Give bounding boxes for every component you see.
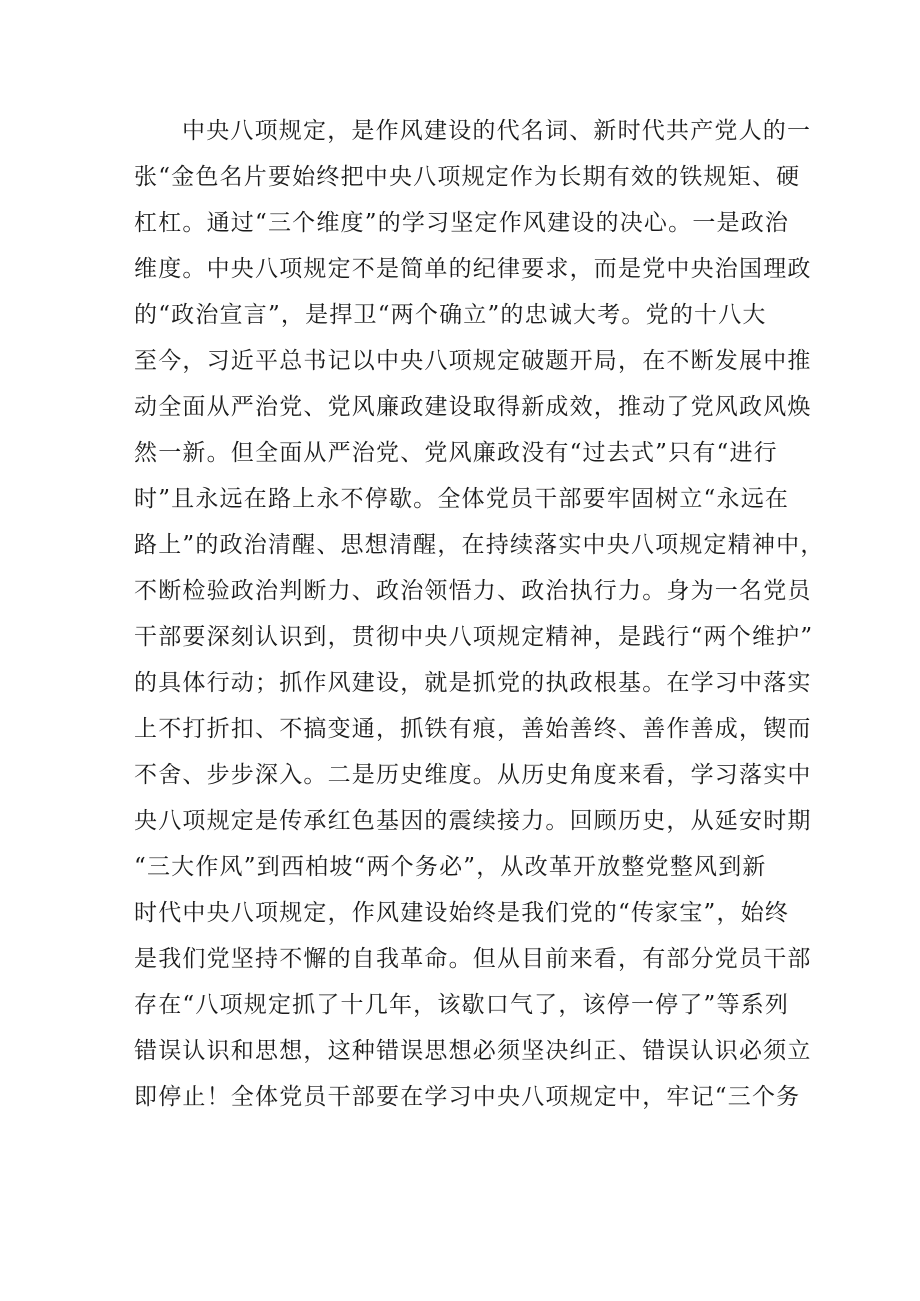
body-paragraph — [134, 108, 825, 1120]
text-line: 的“政治宣言”，是捍卫“两个确立”的忠诚大考。党的十八大 — [134, 302, 767, 328]
text-line: 路上”的政治清醒、思想清醒，在持续落实中央八项规定精神中， — [134, 532, 825, 558]
text-line: 上不打折扣、不搞变通，抓铁有痕，善始善终、善作善成，锲而 — [134, 716, 812, 742]
text-line: 至今，习近平总书记以中央八项规定破题开局，在不断发展中推 — [134, 348, 812, 374]
text-line: 的具体行动；抓作风建设，就是抓党的执政根基。在学习中落实 — [134, 670, 812, 696]
text-line: 维度。中央八项规定不是简单的纪律要求，而是党中央治国理政 — [134, 256, 812, 282]
text-line: 错误认识和思想，这种错误思想必须坚决纠正、错误认识必须立 — [134, 1038, 812, 1064]
text-line: 杠杠。通过“三个维度”的学习坚定作风建设的决心。一是政治 — [134, 210, 790, 236]
text-line: 中央八项规定，是作风建设的代名词、新时代共产党人的一 — [182, 118, 812, 144]
text-line: “三大作风”到西柏坡“两个务必”，从改革开放整党整风到新 — [134, 854, 767, 880]
text-line: 不断检验政治判断力、政治领悟力、政治执行力。身为一名党员 — [134, 578, 812, 604]
text-line: 即停止！全体党员干部要在学习中央八项规定中，牢记“三个务 — [134, 1084, 801, 1110]
text-line: 时”且永远在路上永不停歇。全体党员干部要牢固树立“永远在 — [134, 486, 790, 512]
text-line: 央八项规定是传承红色基因的震续接力。回顾历史，从延安时期 — [134, 808, 812, 834]
text-line: 动全面从严治党、党风廉政建设取得新成效，推动了党风政风焕 — [134, 394, 812, 420]
text-line: 时代中央八项规定，作风建设始终是我们党的“传家宝”，始终 — [134, 900, 790, 926]
text-line: 干部要深刻认识到，贯彻中央八项规定精神，是践行“两个维护” — [134, 624, 814, 650]
text-line: 然一新。但全面从严治党、党风廉政没有“过去式”只有“进行 — [134, 440, 778, 466]
text-line: 存在“八项规定抓了十几年，该歇口气了，该停一停了”等系列 — [134, 992, 790, 1018]
text-line: 是我们党坚持不懈的自我革命。但从目前来看，有部分党员干部 — [134, 946, 812, 972]
text-line: 不舍、步步深入。二是历史维度。从历史角度来看，学习落实中 — [134, 762, 812, 788]
text-line: 张“金色名片要始终把中央八项规定作为长期有效的铁规矩、硬 — [134, 164, 801, 190]
